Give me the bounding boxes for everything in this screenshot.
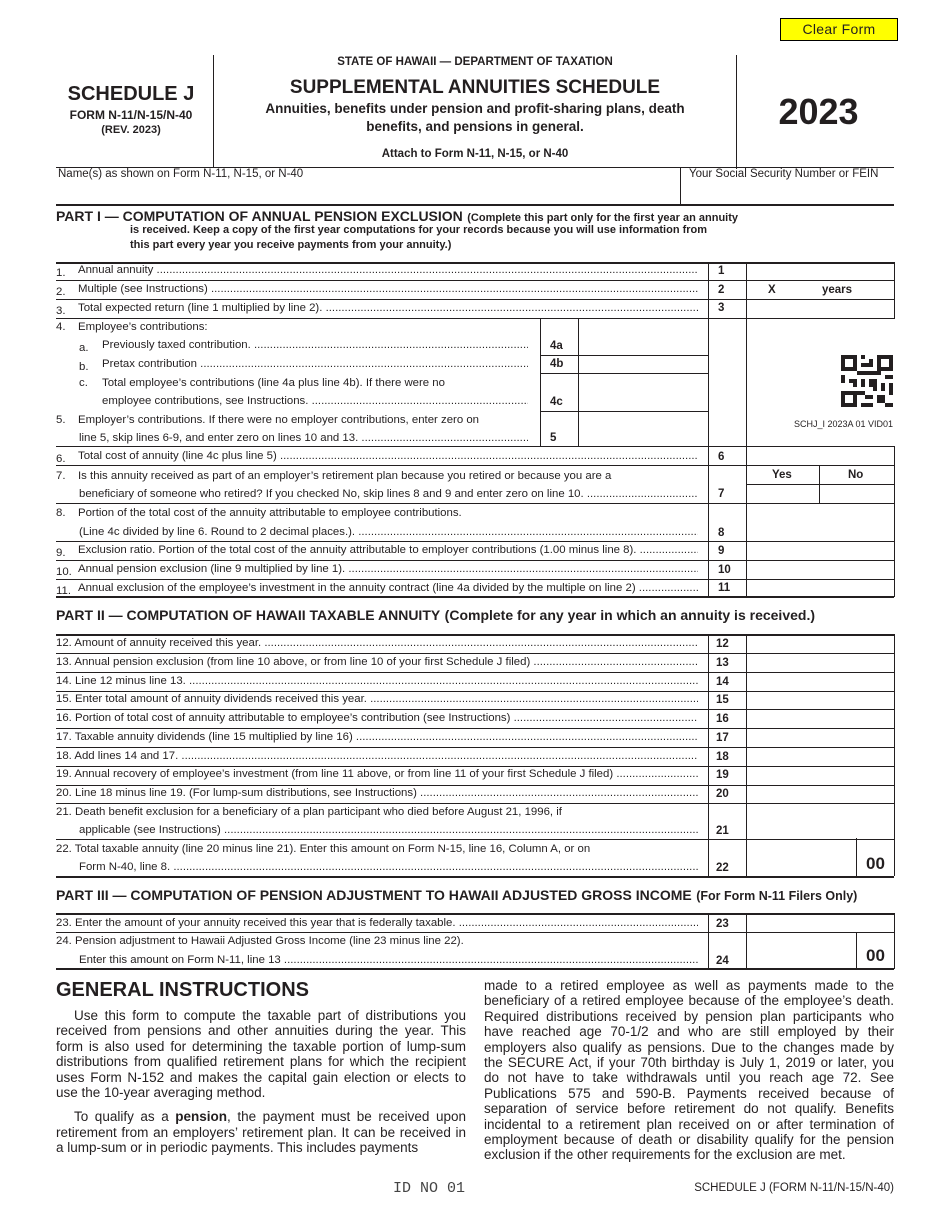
line-16-input[interactable] xyxy=(748,710,893,727)
line-6-input[interactable] xyxy=(748,447,893,464)
line-24-row-cont: Enter this amount on Form N-11, line 13 ..... xyxy=(79,954,698,969)
barcode-id: SCHJ_I 2023A 01 VID01 xyxy=(793,419,893,429)
line-17-input[interactable] xyxy=(748,729,893,746)
line-4c-input[interactable] xyxy=(580,374,706,410)
box-label-14: 14 xyxy=(716,676,729,688)
box-label-23: 23 xyxy=(716,918,729,930)
instructions-paragraph-3: made to a retired employee as well as payments made to the beneficiary of a retired employee because of the employee’s death. Required distributions received by pension plan participants who have reached age 70-1/2 and who are still employed by their employers also qualify as pensions. Due to the changes made by the SECURE Act, if your 70th birthday is July 1, 2019 or later, you do not have to take withdrawals until you reach age 72. See Publications 575 and 590-B. Payments received because of separation of service before retirement do not qualify. Benefits incidental to a retirement plan received on or after termination of employment because of death or disability qualify for the pension exclusion if the other requirements for the exclusion are met. xyxy=(484,978,894,1163)
box-label-3: 3 xyxy=(718,302,725,314)
line-11-input[interactable] xyxy=(748,580,893,596)
line-22-input[interactable] xyxy=(748,840,855,875)
qr-code-icon xyxy=(841,355,893,407)
box-label-15: 15 xyxy=(716,694,729,706)
multiple-x-label: X xyxy=(768,284,776,296)
box-label-19: 19 xyxy=(716,769,729,781)
line-19-row: 19. Annual recovery of employee’s investment (from line 11 above, or from line 11 of your first Schedule J filed) ..... xyxy=(56,768,698,783)
line-22-row-cont: Form N-40, line 8. ..... xyxy=(79,861,698,876)
line-3-row: 3. Total expected return (line 1 multiplied by line 2). ..... xyxy=(56,302,698,317)
no-label: No xyxy=(848,469,864,481)
line-11-row: 11. Annual exclusion of the employee’s investment in the annuity contract (line 4a divided by the multiple on line 2) ..... xyxy=(56,582,698,597)
line-22-row: 22. Total taxable annuity (line 20 minus line 21). Enter this amount on Form N-15, line 16, Column A, or on xyxy=(56,843,591,855)
line-23-input[interactable] xyxy=(748,914,893,931)
line-2-row: 2. Multiple (see Instructions) ..... xyxy=(56,283,698,298)
line-4a-row: a. Previously taxed contribution. ..... xyxy=(79,339,528,354)
line-4b-row: b. Pretax contribution ..... xyxy=(79,358,528,373)
line-1-row: 1. Annual annuity ..... xyxy=(56,264,698,279)
box-label-1: 1 xyxy=(718,265,725,277)
box-label-5: 5 xyxy=(550,432,557,444)
line-22-cents: 00 xyxy=(866,854,885,873)
line-8-row: 8. Portion of the total cost of the annuity attributable to employee contributions. xyxy=(56,507,462,519)
line-9-input[interactable] xyxy=(748,542,893,559)
line-16-row: 16. Portion of total cost of annuity attributable to employee’s contribution (see Instructions) ..... xyxy=(56,712,698,727)
box-label-10: 10 xyxy=(718,564,731,576)
box-label-18: 18 xyxy=(716,751,729,763)
line-5-input[interactable] xyxy=(580,412,706,445)
part1-note-3: this part every year you receive payments from your annuity.) xyxy=(130,239,452,251)
line-8-row-cont: (Line 4c divided by line 6. Round to 2 decimal places.). ..... xyxy=(79,526,698,541)
line-1-input[interactable] xyxy=(748,262,893,279)
line-12-input[interactable] xyxy=(748,635,893,652)
yes-checkbox[interactable] xyxy=(748,485,818,502)
line-15-row: 15. Enter total amount of annuity dividends received this year. ..... xyxy=(56,693,698,708)
part1-note-1: (Complete this part only for the first year an annuity xyxy=(467,212,739,224)
line-14-input[interactable] xyxy=(748,673,893,690)
instructions-heading: GENERAL INSTRUCTIONS xyxy=(56,979,309,1001)
name-label: Name(s) as shown on Form N-11, N-15, or N-40 xyxy=(58,168,304,180)
line-4c-row: c. Total employee’s contributions (line 4a plus line 4b). If there were no xyxy=(79,377,445,389)
clear-form-button[interactable]: Clear Form xyxy=(780,18,898,41)
line-7-row: 7. Is this annuity received as part of an employer’s retirement plan because you retired or because you are a xyxy=(56,470,612,482)
tax-year: 2023 xyxy=(778,91,859,132)
box-label-17: 17 xyxy=(716,732,729,744)
line-18-input[interactable] xyxy=(748,748,893,765)
box-label-22: 22 xyxy=(716,862,729,874)
box-label-12: 12 xyxy=(716,638,729,650)
box-label-7: 7 xyxy=(718,488,725,500)
box-label-21: 21 xyxy=(716,825,729,837)
box-label-4c: 4c xyxy=(550,396,563,408)
form-subtitle-2: benefits, and pensions in general. xyxy=(366,119,584,134)
multiple-years-label: years xyxy=(822,284,853,296)
line-5-row: 5. Employer’s contributions. If there were no employer contributions, enter zero on xyxy=(56,414,479,426)
line-4b-input[interactable] xyxy=(580,356,706,372)
line-21-input[interactable] xyxy=(748,804,893,838)
line-10-row: 10. Annual pension exclusion (line 9 multiplied by line 1). ..... xyxy=(56,563,698,578)
attach-note: Attach to Form N-11, N-15, or N-40 xyxy=(381,148,569,160)
form-title: SUPPLEMENTAL ANNUITIES SCHEDULE xyxy=(289,77,661,98)
schedule-label: SCHEDULE J xyxy=(67,83,195,105)
form-label: FORM N-11/N-15/N-40 xyxy=(69,108,193,122)
line-7-row-cont: beneficiary of someone who retired? If you checked No, skip lines 8 and 9 and enter zero on line 10. ..... xyxy=(79,488,698,503)
line-24-input[interactable] xyxy=(748,933,855,967)
part3-note: (For Form N-11 Filers Only) xyxy=(696,889,858,903)
part3-title: PART III — COMPUTATION OF PENSION ADJUSTMENT TO HAWAII ADJUSTED GROSS INCOME xyxy=(56,887,692,903)
line-6-row: 6. Total cost of annuity (line 4c plus line 5) ..... xyxy=(56,450,698,465)
box-label-20: 20 xyxy=(716,788,729,800)
line-23-row: 23. Enter the amount of your annuity received this year that is federally taxable. ..... xyxy=(56,917,698,932)
line-24-cents: 00 xyxy=(866,946,885,965)
no-checkbox[interactable] xyxy=(821,485,893,502)
line-15-input[interactable] xyxy=(748,692,893,708)
instructions-paragraph-1: Use this form to compute the taxable part of distributions you received from pensions and other annuities during the year. This form is also used for determining the taxable portion of lump-sum distributions from qualified retirement plans for which the recipient uses Form N-152 and makes the capital gain election or elects to use the 10-year averaging method. xyxy=(56,1008,466,1101)
form-subtitle-1: Annuities, benefits under pension and profit-sharing plans, death xyxy=(265,101,685,116)
state-department: STATE OF HAWAII — DEPARTMENT OF TAXATION xyxy=(337,56,613,68)
box-label-11: 11 xyxy=(718,582,731,594)
box-label-8: 8 xyxy=(718,527,725,539)
line-13-input[interactable] xyxy=(748,654,893,671)
line-10-input[interactable] xyxy=(748,561,893,578)
line-4c-row-cont: employee contributions, see Instructions. ..... xyxy=(102,395,528,410)
line-13-row: 13. Annual pension exclusion (from line 10 above, or from line 10 of your first Schedule J filed) ..... xyxy=(56,656,698,671)
line-14-row: 14. Line 12 minus line 13. ..... xyxy=(56,675,698,690)
part2-note: (Complete for any year in which an annuity is received.) xyxy=(444,607,815,623)
instructions-left-column xyxy=(56,1008,466,1165)
line-4-row: 4. Employee’s contributions: xyxy=(56,321,208,333)
line-8-input[interactable] xyxy=(748,504,893,540)
footer-form-label: SCHEDULE J (FORM N-11/N-15/N-40) xyxy=(694,1182,894,1194)
box-label-13: 13 xyxy=(716,657,729,669)
ssn-field[interactable] xyxy=(684,184,892,203)
line-19-input[interactable] xyxy=(748,767,893,784)
line-2-input[interactable] xyxy=(780,281,820,298)
part1-note-2: is received. Keep a copy of the first year computations for your records because you will use information from xyxy=(130,224,708,236)
line-12-row: 12. Amount of annuity received this year. ..... xyxy=(56,637,698,652)
line-5-row-cont: line 5, skip lines 6-9, and enter zero on lines 10 and 13. ..... xyxy=(79,432,528,447)
box-label-24: 24 xyxy=(716,955,729,967)
box-label-2: 2 xyxy=(718,284,725,296)
line-20-input[interactable] xyxy=(748,786,893,802)
revision-label: (REV. 2023) xyxy=(101,124,161,136)
part1-title: PART I — COMPUTATION OF ANNUAL PENSION EXCLUSION xyxy=(56,208,463,224)
part2-title: PART II — COMPUTATION OF HAWAII TAXABLE ANNUITY xyxy=(56,607,441,623)
ssn-label: Your Social Security Number or FEIN xyxy=(689,168,879,180)
instructions-right-column xyxy=(484,978,894,1172)
line-24-row: 24. Pension adjustment to Hawaii Adjusted Gross Income (line 23 minus line 22). xyxy=(56,935,464,947)
box-label-16: 16 xyxy=(716,713,729,725)
line-20-row: 20. Line 18 minus line 19. (For lump-sum distributions, see Instructions) ..... xyxy=(56,787,698,802)
yes-label: Yes xyxy=(772,469,792,481)
line-21-row-cont: applicable (see Instructions) ..... xyxy=(79,824,698,839)
instructions-paragraph-2: To qualify as a pension, the payment must be received upon retirement from an employers’ retirement plan. It can be received in a lump-sum or in periodic payments. This includes payments xyxy=(56,1109,466,1156)
box-label-4a: 4a xyxy=(550,340,563,352)
name-field[interactable] xyxy=(57,184,677,203)
id-number: ID NO 01 xyxy=(393,1180,466,1197)
line-3-input[interactable] xyxy=(748,300,893,317)
line-9-row: 9. Exclusion ratio. Portion of the total cost of the annuity attributable to employer contributions (1.00 minus line 8). ..... xyxy=(56,544,698,559)
box-label-9: 9 xyxy=(718,545,725,557)
box-label-4b: 4b xyxy=(550,358,564,370)
line-18-row: 18. Add lines 14 and 17. ..... xyxy=(56,750,698,765)
line-21-row: 21. Death benefit exclusion for a beneficiary of a plan participant who died before August 21, 1996, if xyxy=(56,806,562,818)
line-17-row: 17. Taxable annuity dividends (line 15 multiplied by line 16) ..... xyxy=(56,731,698,746)
line-4a-input[interactable] xyxy=(580,319,706,354)
box-label-6: 6 xyxy=(718,451,725,463)
